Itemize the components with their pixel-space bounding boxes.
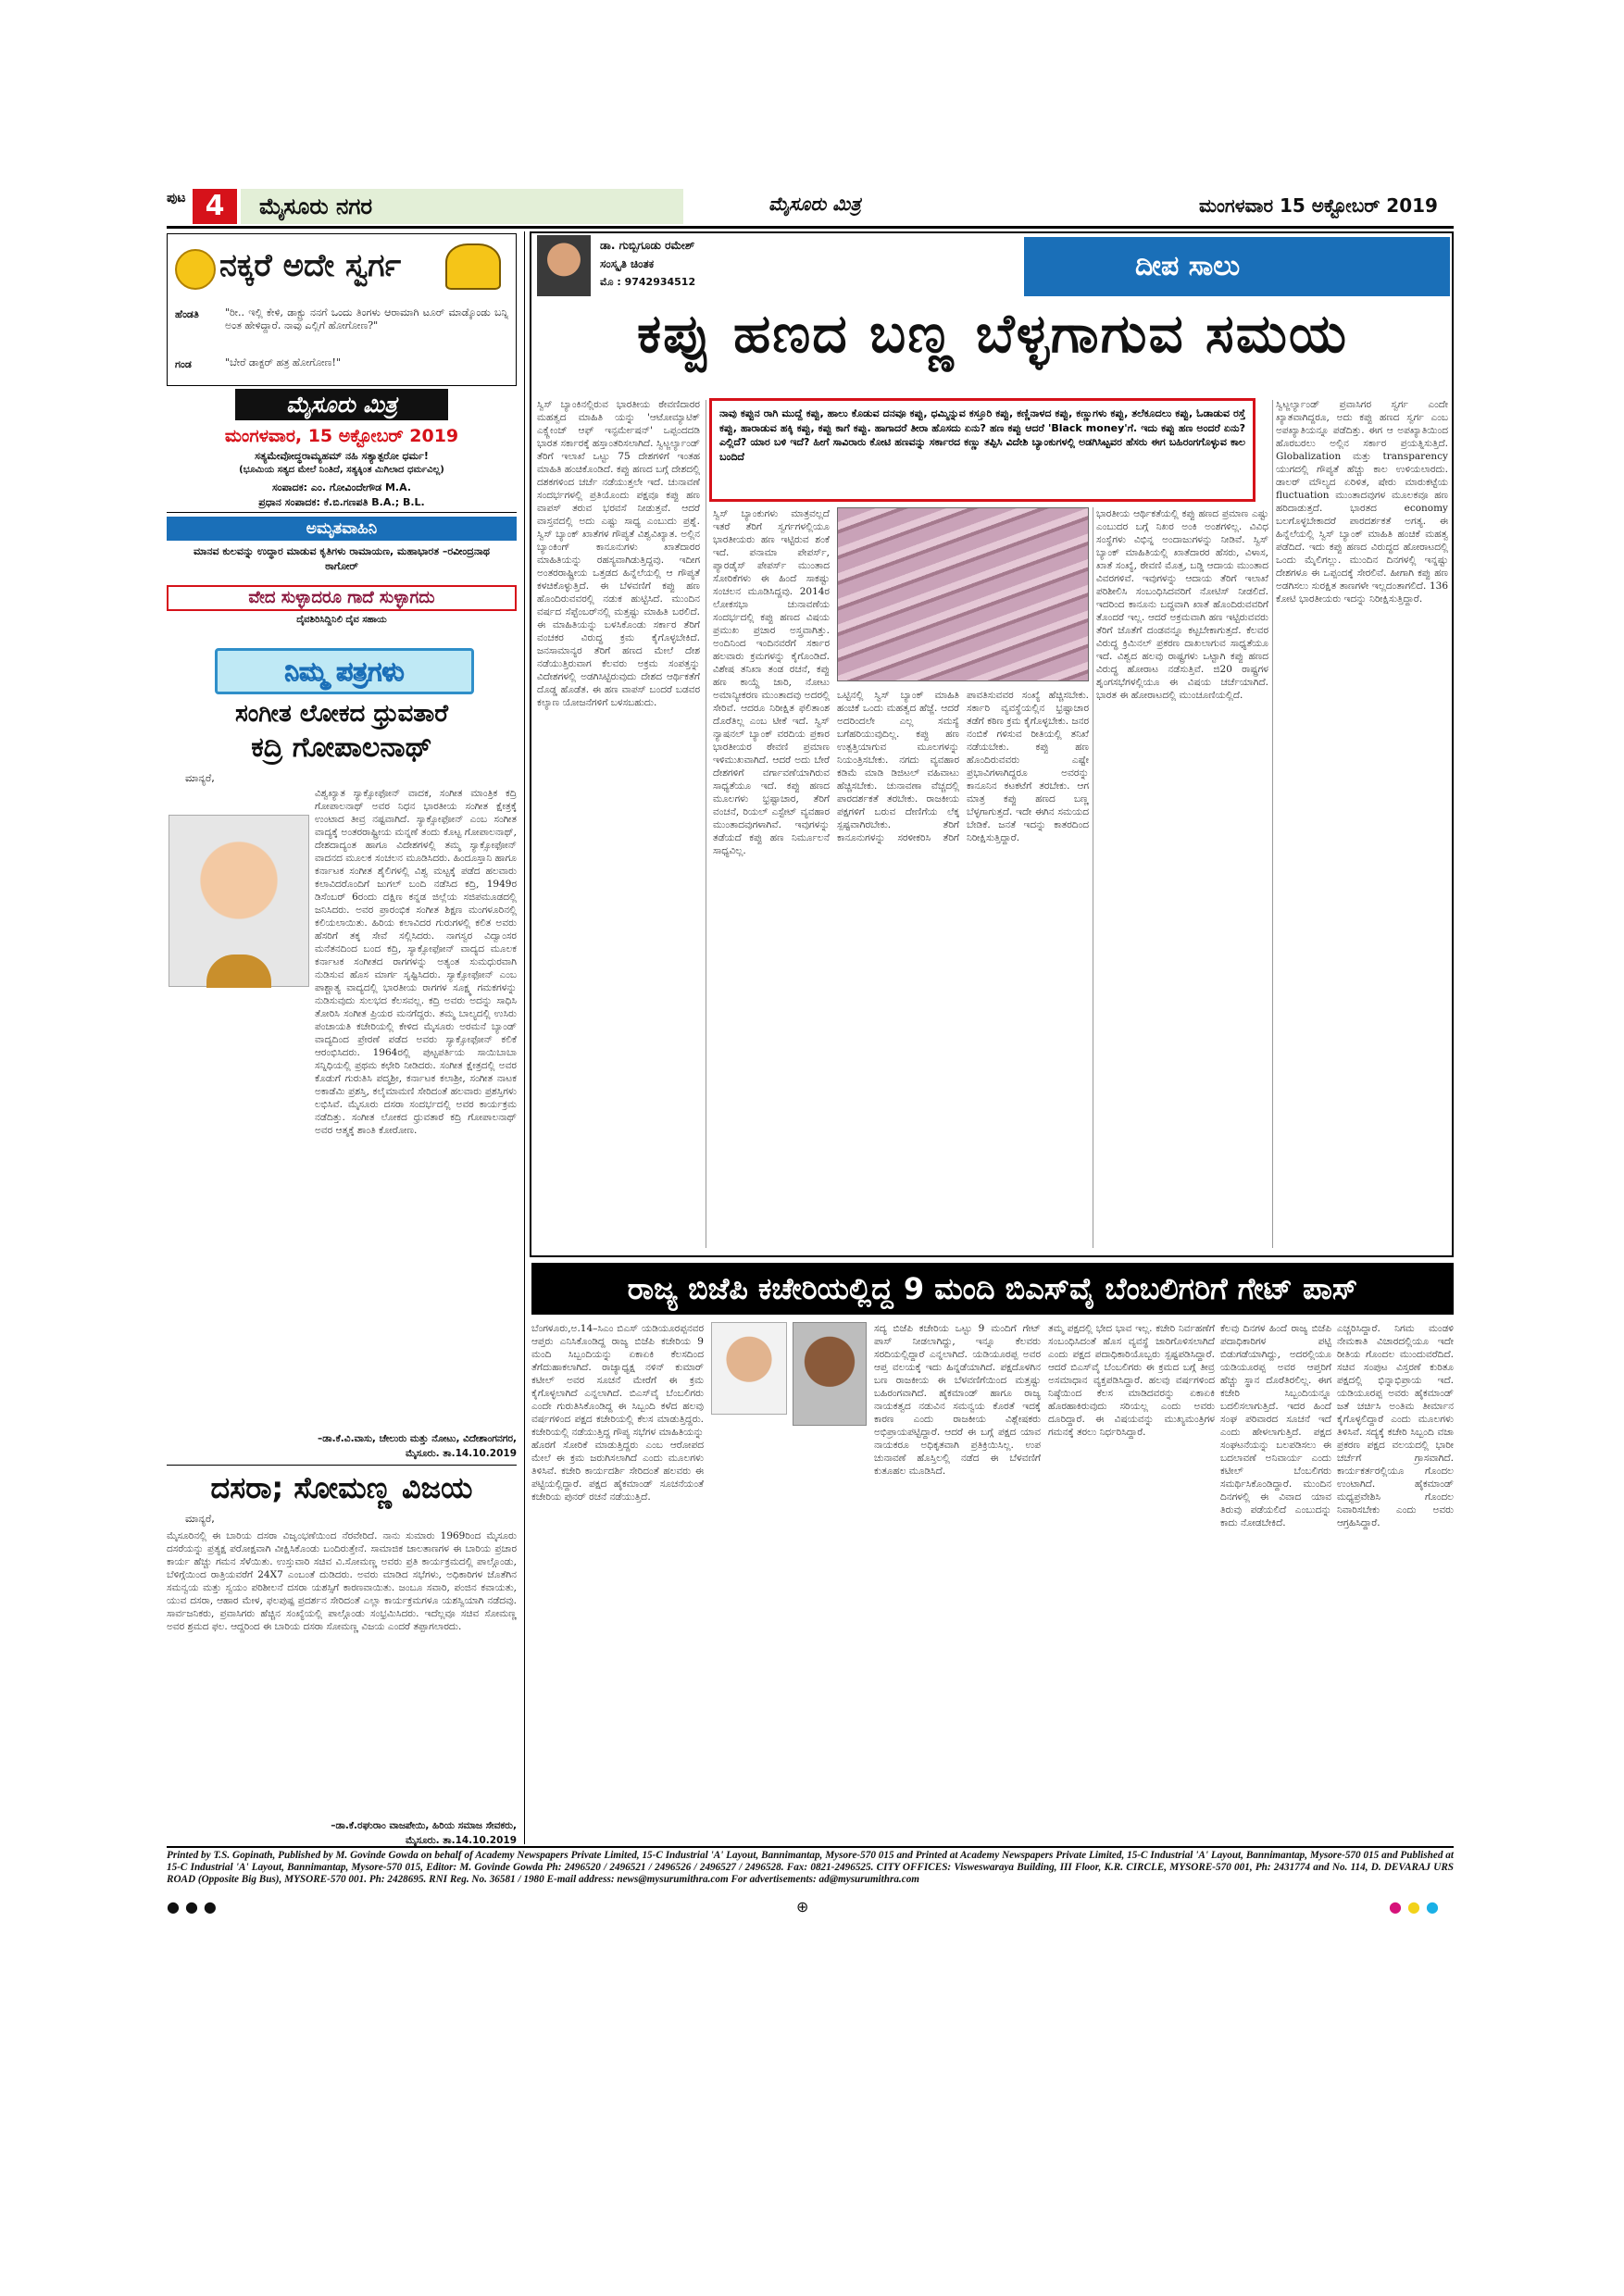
dasara-title: ದಸರಾ; ಸೋಮಣ್ಣ ವಿಜಯ bbox=[210, 1470, 473, 1505]
letter-body: ವಿಶ್ವಖ್ಯಾತ ಸ್ಯಾಕ್ಸೋಫೋನ್ ವಾದಕ, ಸಂಗೀತ ಮಾಂತ್ರಿಕ ಕದ್ರಿ ಗೋಪಾಲನಾಥ್ ಅವರ ನಿಧನ ಭಾರತೀಯ ಸಂಗೀತ ಕ್ಷೇತ್ರಕ್ಕೆ ಉಂಟಾದ ತೀವ್ರ ನಷ್ಟವಾಗಿದೆ. ಸ್ಯಾಕ್ಸೋಫೋನ್ ಎಂಬ ಸಂಗೀತ ವಾದ್ಯಕ್ಕೆ ಅಂತರರಾಷ್ಟ್ರೀಯ ಮನ್ನಣೆ ತಂದು ಕೊಟ್ಟ ಗೋಪಾಲನಾಥ್, ದೇಶದಾದ್ಯಂತ ಹಾಗೂ ವಿದೇಶಗಳಲ್ಲಿ ತಮ್ಮ ಸ್ಯಾಕ್ಸೋಫೋನ್ ವಾದನದ ಮೂಲಕ ಸಂಚಲನ ಮೂಡಿಸಿದರು. ಹಿಂದೂಸ್ತಾನಿ ಹಾಗೂ ಕರ್ನಾಟಕ ಸಂಗೀತ ಶೈಲಿಗಳಲ್ಲಿ ವಿಶ್ವ ಮಟ್ಟಕ್ಕೆ ಪಡೆದ ಹಲವಾರು ಕಲಾವಿದರೊಂದಿಗೆ ಜುಗಲ್ ಬಂದಿ ನಡೆಸಿದ ಕದ್ರಿ, 1949ರ ಡಿಸೆಂಬರ್ 6ರಂದು ದಕ್ಷಿಣ ಕನ್ನಡ ಜಿಲ್ಲೆಯ ಸಜಿಪಮೂಡದಲ್ಲಿ ಜನಿಸಿದರು. ಅವರ ಪ್ರಾರಂಭಿಕ ಸಂಗೀತ ಶಿಕ್ಷಣ ಮಂಗಳೂರಿನಲ್ಲಿ ಕಲಿಯಲಾಯಿತು. ಹಿರಿಯ ಕಲಾವಿದರ ಗುರುಗಳಲ್ಲಿ ಕಲಿತ ಅವರು ಹೆಸರಿಗೆ ತಕ್ಕ ಸೇವೆ ಸಲ್ಲಿಸಿದರು. ನಾಗಸ್ವರ ವಿದ್ವಾಂಸರ ಮನೆತನದಿಂದ ಬಂದ ಕದ್ರಿ, ಸ್ಯಾಕ್ಸೋಫೋನ್ ವಾದ್ಯದ ಮೂಲಕ ಕರ್ನಾಟಕ ಸಂಗೀತದ ರಾಗಗಳನ್ನು ಅತ್ಯಂತ ಸುಮಧುರವಾಗಿ ನುಡಿಸುವ ಹೊಸ ಮಾರ್ಗ ಸೃಷ್ಟಿಸಿದರು. ಸ್ಯಾಕ್ಸೋಫೋನ್ ಎಂಬ ಪಾಶ್ಚಾತ್ಯ ವಾದ್ಯದಲ್ಲಿ ಭಾರತೀಯ ರಾಗಗಳ ಸೂಕ್ಷ್ಮ ಗಮಕಗಳನ್ನು ನುಡಿಸುವುದು ಸುಲಭದ ಕೆಲಸವಲ್ಲ. ಕದ್ರಿ ಅವರು ಅದನ್ನು ಸಾಧಿಸಿ ತೋರಿಸಿ ಸಂಗೀತ ಪ್ರಿಯರ ಮನಗೆದ್ದರು. ತಮ್ಮ ಬಾಲ್ಯದಲ್ಲಿ ಉಸಿರು ಪಂಚಾಯತಿ ಕಚೇರಿಯಲ್ಲಿ ಕೇಳಿದ ಮೈಸೂರು ಅರಮನೆ ಬ್ಯಾಂಡ್ ವಾದ್ಯದಿಂದ ಪ್ರೇರಣೆ ಪಡೆದ ಅವರು ಸ್ಯಾಕ್ಸೋಫೋನ್ ಕಲಿಕೆ ಆರಂಭಿಸಿದರು. 1964ರಲ್ಲಿ ಪುಟ್ಟಪರ್ತಿಯ ಸಾಯಿಬಾಬಾ ಸನ್ನಿಧಿಯಲ್ಲಿ ಪ್ರಥಮ ಕಛೇರಿ ನೀಡಿದರು. ಸಂಗೀತ ಕ್ಷೇತ್ರದಲ್ಲಿ ಅವರ ಕೊಡುಗೆ ಗುರುತಿಸಿ ಪದ್ಮಶ್ರೀ, ಕರ್ನಾಟಕ ಕಲಾಶ್ರೀ, ಸಂಗೀತ ನಾಟಕ ಅಕಾಡೆಮಿ ಪ್ರಶಸ್ತಿ, ಕಲೈಮಾಮಣಿ ಸೇರಿದಂತೆ ಹಲವಾರು ಪ್ರಶಸ್ತಿಗಳು ಲಭಿಸಿವೆ. ಮೈಸೂರು ದಸರಾ ಸಂದರ್ಭದಲ್ಲಿ ಅವರ ಕಾರ್ಯಕ್ರಮ ನಡೆದಿತ್ತು. ಸಂಗೀತ ಲೋಕದ ಧ್ರುವತಾರೆ ಕದ್ರಿ ಗೋಪಾಲನಾಥ್ ಅವರ ಆತ್ಮಕ್ಕೆ ಶಾಂತಿ ಕೋರೋಣ. bbox=[315, 788, 520, 1136]
yeddyurappa-photo bbox=[711, 1322, 787, 1415]
letters-banner-text: ನಿಮ್ಮ ಪತ್ರಗಳು bbox=[284, 656, 405, 687]
imprint-date: ಮಂಗಳವಾರ, 15 ಅಕ್ಟೋಬರ್ 2019 bbox=[224, 426, 459, 446]
column-col1: ಸ್ವಿಸ್ ಬ್ಯಾಂಕಿನಲ್ಲಿರುವ ಭಾರತೀಯ ಠೇವಣಿದಾರರ ಮಹತ್ವದ ಮಾಹಿತಿ ಯನ್ನು 'ಆಟೋಮ್ಯಾಟಿಕ್ ಎಕ್ಸ್ಚೇಂಜ್ ಆಫ್ ಇನ್ಫರ್ಮೇಷನ್' ಒಪ್ಪಂದದಡಿ ಭಾರತ ಸರ್ಕಾರಕ್ಕೆ ಹಸ್ತಾಂತರಿಸಲಾಗಿದೆ. ಸ್ವಿಟ್ಜರ್ಲ್ಯಾಂಡ್ ತೆರಿಗೆ ಇಲಾಖೆ ಒಟ್ಟು 75 ದೇಶಗಳಿಗೆ ಇಂತಹ ಮಾಹಿತಿ ಹಂಚಿಕೊಂಡಿದೆ. ಕಪ್ಪು ಹಣದ ಬಗ್ಗೆ ದೇಶದಲ್ಲಿ ದಶಕಗಳಿಂದ ಚರ್ಚೆ ನಡೆಯುತ್ತಲೇ ಇದೆ. ಚುನಾವಣೆ ಸಂದರ್ಭಗಳಲ್ಲಿ ಪ್ರತಿಯೊಂದು ಪಕ್ಷವೂ ಕಪ್ಪು ಹಣ ವಾಪಸ್ ತರುವ ಭರವಸೆ ನೀಡುತ್ತವೆ. ಆದರೆ ವಾಸ್ತವದಲ್ಲಿ ಅದು ಎಷ್ಟು ಸಾಧ್ಯ ಎಂಬುದು ಪ್ರಶ್ನೆ. ಸ್ವಿಸ್ ಬ್ಯಾಂಕ್ ಖಾತೆಗಳ ಗೌಪ್ಯತೆ ವಿಶ್ವವಿಖ್ಯಾತ. ಅಲ್ಲಿನ ಬ್ಯಾಂಕಿಂಗ್ ಕಾನೂನುಗಳು ಖಾತೆದಾರರ ಮಾಹಿತಿಯನ್ನು ರಹಸ್ಯವಾಗಿಡುತ್ತಿದ್ದವು. ಇದೀಗ ಅಂತರರಾಷ್ಟ್ರೀಯ ಒತ್ತಡದ ಹಿನ್ನೆಲೆಯಲ್ಲಿ ಆ ಗೌಪ್ಯತೆ ಕಳಚಿಕೊಳ್ಳುತ್ತಿದೆ. ಈ ಬೆಳವಣಿಗೆ ಕಪ್ಪು ಹಣ ಹೊಂದಿರುವವರಲ್ಲಿ ನಡುಕ ಹುಟ್ಟಿಸಿದೆ. ಮುಂದಿನ ವರ್ಷದ ಸೆಪ್ಟೆಂಬರ್‌ನಲ್ಲಿ ಮತ್ತಷ್ಟು ಮಾಹಿತಿ ಬರಲಿದೆ. ಈ ಮಾಹಿತಿಯನ್ನು ಬಳಸಿಕೊಂಡು ಸರ್ಕಾರ ತೆರಿಗೆ ವಂಚಕರ ವಿರುದ್ಧ ಕ್ರಮ ಕೈಗೊಳ್ಳಬೇಕಿದೆ. ಜನಸಾಮಾನ್ಯರ ತೆರಿಗೆ ಹಣದ ಮೇಲೆ ದೇಶ ನಡೆಯುತ್ತಿರುವಾಗ ಕೆಲವರು ಅಕ್ರಮ ಸಂಪತ್ತನ್ನು ವಿದೇಶಗಳಲ್ಲಿ ಅಡಗಿಸಿಟ್ಟಿರುವುದು ದೇಶದ ಆರ್ಥಿಕತೆಗೆ ದೊಡ್ಡ ಹೊಡೆತ. ಈ ಹಣ ವಾಪಸ್ ಬಂದರೆ ಬಡವರ ಕಲ್ಯಾಣ ಯೋಜನೆಗಳಿಗೆ ಬಳಸಬಹುದು. bbox=[537, 399, 704, 708]
section-name: ಮೈಸೂರು ನಗರ bbox=[241, 189, 683, 224]
currency-photo bbox=[837, 507, 1089, 681]
letter-title-1: ಸಂಗೀತ ಲೋಕದ ಧ್ರುವತಾರೆ bbox=[234, 700, 449, 728]
masthead-small: ಮೈಸೂರು ಮಿತ್ರ bbox=[768, 193, 861, 215]
letter-signature: –ಡಾ.ಕೆ.ವಿ.ವಾಸು, ಚೇಲುರು ಮತ್ತು ನೋಟು, ವಿದೇಶಾಂಗನಗರ, bbox=[318, 1433, 517, 1444]
bjp-col4: ಕೆಲವು ದಿನಗಳ ಹಿಂದೆ ರಾಜ್ಯ ಬಿಜೆಪಿ ಪದಾಧಿಕಾರಿಗಳ ಪಟ್ಟಿ ಬಿಡುಗಡೆಯಾಗಿದ್ದು, ಅದರಲ್ಲಿಯೂ ಯಡಿಯೂರಪ್ಪ ಅವರ ಆಪ್ತರಿಗೆ ಹೆಚ್ಚು ಸ್ಥಾನ ದೊರೆತಿರಲಿಲ್ಲ. ಈಗ ಕಚೇರಿ ಸಿಬ್ಬಂದಿಯನ್ನೂ ಬದಲಿಸಲಾಗುತ್ತಿದೆ. ಇದರ ಹಿಂದೆ ಸಂಘ ಪರಿವಾರದ ಸೂಚನೆ ಇದೆ ಎಂದು ಹೇಳಲಾಗುತ್ತಿದೆ. ಪಕ್ಷದ ಸಂಘಟನೆಯನ್ನು ಬಲಪಡಿಸಲು ಈ ಬದಲಾವಣೆ ಅನಿವಾರ್ಯ ಎಂದು ಕಟೀಲ್ ಬೆಂಬಲಿಗರು ಸಮರ್ಥಿಸಿಕೊಂಡಿದ್ದಾರೆ. ಮುಂದಿನ ದಿನಗಳಲ್ಲಿ ಈ ವಿವಾದ ಯಾವ ತಿರುವು ಪಡೆಯಲಿದೆ ಎಂಬುದನ್ನು ಕಾದು ನೋಡಬೇಕಿದೆ. bbox=[1220, 1323, 1335, 1529]
author-phone: ಮೊ : 9742934512 bbox=[600, 276, 696, 288]
author-photo bbox=[537, 235, 591, 296]
joke-title: ನಕ್ಕರೆ ಅದೇ ಸ್ವರ್ಗ bbox=[219, 247, 402, 284]
bjp-col1: ಬೆಂಗಳೂರು,ಅ.14–ಸಿಎಂ ಬಿಎಸ್ ಯಡಿಯೂರಪ್ಪನವರ ಆಪ್ತರು ಎನಿಸಿಕೊಂಡಿದ್ದ ರಾಜ್ಯ ಬಿಜೆಪಿ ಕಚೇರಿಯ 9 ಮಂದಿ ಸಿಬ್ಬಂದಿಯನ್ನು ಏಕಾಏಕಿ ಕೆಲಸದಿಂದ ತೆಗೆದುಹಾಕಲಾಗಿದೆ. ರಾಜ್ಯಾಧ್ಯಕ್ಷ ನಳಿನ್ ಕುಮಾರ್ ಕಟೀಲ್ ಅವರ ಸೂಚನೆ ಮೇರೆಗೆ ಈ ಕ್ರಮ ಕೈಗೊಳ್ಳಲಾಗಿದೆ ಎನ್ನಲಾಗಿದೆ. ಬಿಎಸ್‌ವೈ ಬೆಂಬಲಿಗರು ಎಂದೇ ಗುರುತಿಸಿಕೊಂಡಿದ್ದ ಈ ಸಿಬ್ಬಂದಿ ಕಳೆದ ಹಲವು ವರ್ಷಗಳಿಂದ ಪಕ್ಷದ ಕಚೇರಿಯಲ್ಲಿ ಕೆಲಸ ಮಾಡುತ್ತಿದ್ದರು. ಕಚೇರಿಯಲ್ಲಿ ನಡೆಯುತ್ತಿದ್ದ ಗೌಪ್ಯ ಸಭೆಗಳ ಮಾಹಿತಿಯನ್ನು ಹೊರಗೆ ಸೋರಿಕೆ ಮಾಡುತ್ತಿದ್ದರು ಎಂಬ ಆರೋಪದ ಮೇಲೆ ಈ ಕ್ರಮ ಜರುಗಿಸಲಾಗಿದೆ ಎಂದು ಮೂಲಗಳು ತಿಳಿಸಿವೆ. ಕಚೇರಿ ಕಾರ್ಯದರ್ಶಿ ಸೇರಿದಂತೆ ಹಲವರು ಈ ಪಟ್ಟಿಯಲ್ಲಿದ್ದಾರೆ. ಪಕ್ಷದ ಹೈಕಮಾಂಡ್ ಸೂಚನೆಯಂತೆ ಕಚೇರಿಯ ಪುನರ್ ರಚನೆ ನಡೆಯುತ್ತಿದೆ. bbox=[531, 1323, 707, 1503]
amrita-quote-sub: ದೈವಶಿರಿಸಿದ್ದಿನಿಲಿ ದೈವ ಸಹಾಯ bbox=[296, 615, 387, 625]
header-date: ಮಂಗಳವಾರ 15 ಅಕ್ಟೋಬರ್ 2019 bbox=[1199, 194, 1438, 217]
dasara-body: ಮೈಸೂರಿನಲ್ಲಿ ಈ ಬಾರಿಯ ದಸರಾ ವಿಜೃಂಭಣೆಯಿಂದ ನೆರವೇರಿದೆ. ನಾನು ಸುಮಾರು 1969ರಿಂದ ಮೈಸೂರು ದಸರೆಯನ್ನು ಪ್ರತ್ಯಕ್ಷ ಪರೋಕ್ಷವಾಗಿ ವೀಕ್ಷಿಸಿಕೊಂಡು ಬಂದಿರುತ್ತೇನೆ. ಸಾಮಾಜಿಕ ಜಾಲತಾಣಗಳ ಈ ಬಾರಿಯ ಪ್ರಚಾರ ಕಾರ್ಯ ಹೆಚ್ಚು ಗಮನ ಸೆಳೆಯಿತು. ಉಸ್ತುವಾರಿ ಸಚಿವ ವಿ.ಸೋಮಣ್ಣ ಅವರು ಪ್ರತಿ ಕಾರ್ಯಕ್ರಮದಲ್ಲಿ ಪಾಲ್ಗೊಂಡು, ಬೆಳಿಗ್ಗೆಯಿಂದ ರಾತ್ರಿಯವರೆಗೆ 24X7 ಎಂಬಂತೆ ದುಡಿದರು. ಅವರು ಮಾಡಿದ ಸಭೆಗಳು, ಅಧಿಕಾರಿಗಳ ಜೊತೆಗಿನ ಸಮನ್ವಯ ಮತ್ತು ಸ್ವಯಂ ಪರಿಶೀಲನೆ ದಸರಾ ಯಶಸ್ಸಿಗೆ ಕಾರಣವಾಯಿತು. ಜಂಬೂ ಸವಾರಿ, ಪಂಜಿನ ಕವಾಯತು, ಯುವ ದಸರಾ, ಆಹಾರ ಮೇಳ, ಫಲಪುಷ್ಪ ಪ್ರದರ್ಶನ ಸೇರಿದಂತೆ ಎಲ್ಲಾ ಕಾರ್ಯಕ್ರಮಗಳೂ ಯಶಸ್ವಿಯಾಗಿ ನಡೆದವು. ಸಾರ್ವಜನಿಕರು, ಪ್ರವಾಸಿಗರು ಹೆಚ್ಚಿನ ಸಂಖ್ಯೆಯಲ್ಲಿ ಪಾಲ್ಗೊಂಡು ಸಂಭ್ರಮಿಸಿದರು. ಇದೆಲ್ಲವೂ ಸಚಿವ ಸೋಮಣ್ಣ ಅವರ ಶ್ರಮದ ಫಲ. ಆದ್ದರಿಂದ ಈ ಬಾರಿಯ ದಸರಾ ಸೋಮಣ್ಣ ವಿಜಯ ಎಂದರೆ ತಪ್ಪಾಗಲಾರದು. bbox=[167, 1530, 520, 1632]
bjp-headline: ರಾಜ್ಯ ಬಿಜೆಪಿ ಕಚೇರಿಯಲ್ಲಿದ್ದ 9 ಮಂದಿ ಬಿಎಸ್‌ವೈ ಬೆಂಬಲಿಗರಿಗೆ ಗೇಟ್ ಪಾಸ್ bbox=[531, 1263, 1454, 1315]
amrita-box bbox=[167, 517, 517, 646]
page-header bbox=[167, 189, 1454, 224]
page-label: ಪುಟ bbox=[167, 191, 186, 206]
pull-quote: ನಾವು ಕಪ್ಪುನ ರಾಗಿ ಮುದ್ದೆ ಕಪ್ಪು, ಹಾಲು ಕೊಡುವ ದನವೂ ಕಪ್ಪು, ಧಮ್ಮಿನ್ನುವ ಕಸ್ತೂರಿ ಕಪ್ಪು, ಕಣ್ಣಿನಾಳದ ಕಪ್ಪು, ಕಣ್ಣುಗಳು ಕಪ್ಪು, ತಲೆಕೂದಲು ಕಪ್ಪು, ಓಡಾಡುವ ರಸ್ತೆ ಕಪ್ಪು, ಹಾರಾಡುವ ಹಕ್ಕಿ ಕಪ್ಪು, ಕಪ್ಪು ಕಾಗೆ ಕಪ್ಪು. ಹಾಗಾದರೆ ತೀರಾ ಹೊಸದು ಏನು? ಹಣ ಕಪ್ಪು ಆದರೆ 'Black money'ಗೆ. ಇದು ಕಪ್ಪು ಹಣ ಅಂದರೆ ಏನು? ಎಲ್ಲಿದೆ? ಯಾರ ಬಳಿ ಇದೆ? ಹೀಗೆ ಸಾವಿರಾರು ಕೋಟಿ ಹಣವನ್ನು ಸರ್ಕಾರದ ಕಣ್ಣು ತಪ್ಪಿಸಿ ವಿದೇಶಿ ಬ್ಯಾಂಕುಗಳಲ್ಲಿ ಅಡಗಿಸಿಟ್ಟವರ ಹೆಸರು ಈಗ ಬಹಿರಂಗಗೊಳ್ಳುವ ಕಾಲ ಬಂದಿದೆ bbox=[719, 407, 1249, 463]
page-number: 4 bbox=[193, 189, 237, 224]
bjp-col3: ತಮ್ಮ ಪಕ್ಷದಲ್ಲಿ ಭೇದ ಭಾವ ಇಲ್ಲ. ಕಚೇರಿ ನಿರ್ವಹಣೆಗೆ ಸಂಬಂಧಿಸಿದಂತೆ ಹೊಸ ವ್ಯವಸ್ಥೆ ಜಾರಿಗೊಳಿಸಲಾಗಿದೆ ಎಂದು ಪಕ್ಷದ ಪದಾಧಿಕಾರಿಯೊಬ್ಬರು ಸ್ಪಷ್ಟಪಡಿಸಿದ್ದಾರೆ. ಆದರೆ ಬಿಎಸ್‌ವೈ ಬೆಂಬಲಿಗರು ಈ ಕ್ರಮದ ಬಗ್ಗೆ ತೀವ್ರ ಅಸಮಾಧಾನ ವ್ಯಕ್ತಪಡಿಸಿದ್ದಾರೆ. ಹಲವು ವರ್ಷಗಳಿಂದ ನಿಷ್ಠೆಯಿಂದ ಕೆಲಸ ಮಾಡಿದವರನ್ನು ಏಕಾಏಕಿ ಹೊರಹಾಕಿರುವುದು ಸರಿಯಲ್ಲ ಎಂದು ಅವರು ದೂರಿದ್ದಾರೆ. ಈ ವಿಷಯವನ್ನು ಮುಖ್ಯಮಂತ್ರಿಗಳ ಗಮನಕ್ಕೆ ತರಲು ನಿರ್ಧರಿಸಿದ್ದಾರೆ. bbox=[1048, 1323, 1218, 1438]
joke-box bbox=[167, 233, 517, 386]
dasara-signature: –ಡಾ.ಕೆ.ರಘುರಾಂ ವಾಜಪೇಯಿ, ಹಿರಿಯ ಸಮಾಜ ಸೇವಕರು, bbox=[331, 1820, 517, 1831]
smiley-icon bbox=[175, 249, 216, 290]
pull-quote-box bbox=[709, 398, 1255, 502]
kateel-photo bbox=[793, 1322, 867, 1426]
motto-line2: (ಭೂಮಿಯ ಸತ್ಯದ ಮೇಲೆ ನಿಂತಿದೆ, ಸತ್ಯಕ್ಕಿಂತ ಮಿಗಿಲಾದ ಧರ್ಮವಿಲ್ಲ) bbox=[239, 465, 444, 475]
bjp-col2: ಸದ್ಯ ಬಿಜೆಪಿ ಕಚೇರಿಯ ಒಟ್ಟು 9 ಮಂದಿಗೆ ಗೇಟ್ ಪಾಸ್ ನೀಡಲಾಗಿದ್ದು, ಇನ್ನೂ ಕೆಲವರು ಸರದಿಯಲ್ಲಿದ್ದಾರೆ ಎನ್ನಲಾಗಿದೆ. ಯಡಿಯೂರಪ್ಪ ಅವರ ಆಪ್ತ ವಲಯಕ್ಕೆ ಇದು ಹಿನ್ನಡೆಯಾಗಿದೆ. ಪಕ್ಷದೊಳಗಿನ ಬಣ ರಾಜಕೀಯ ಈ ಬೆಳವಣಿಗೆಯಿಂದ ಮತ್ತಷ್ಟು ಬಹಿರಂಗವಾಗಿದೆ. ಹೈಕಮಾಂಡ್ ಹಾಗೂ ರಾಜ್ಯ ನಾಯಕತ್ವದ ನಡುವಿನ ಸಮನ್ವಯ ಕೊರತೆ ಇದಕ್ಕೆ ಕಾರಣ ಎಂದು ರಾಜಕೀಯ ವಿಶ್ಲೇಷಕರು ಅಭಿಪ್ರಾಯಪಟ್ಟಿದ್ದಾರೆ. ಆದರೆ ಈ ಬಗ್ಗೆ ಪಕ್ಷದ ಯಾವ ನಾಯಕರೂ ಅಧಿಕೃತವಾಗಿ ಪ್ರತಿಕ್ರಿಯಿಸಿಲ್ಲ. ಉಪ ಚುನಾವಣೆ ಹೊಸ್ತಿಲಲ್ಲಿ ನಡೆದ ಈ ಬೆಳವಣಿಗೆ ಕುತೂಹಲ ಮೂಡಿಸಿದೆ. bbox=[874, 1323, 1044, 1477]
letters-banner bbox=[215, 648, 474, 694]
letter-place: ಮೈಸೂರು. ತಾ.14.10.2019 bbox=[406, 1448, 517, 1459]
wife-text: "ರೀ.. ಇಲ್ಲಿ ಕೇಳಿ, ಡಾಕ್ಟ್ರು ನನಗೆ ಒಂದು ತಿಂಗಳು ಆರಾಮಾಗಿ ಟೂರ್ ಮಾಡ್ಕೊಂಡು ಬನ್ನಿ ಅಂತ ಹೇಳಿದ್ದಾರೆ. ನಾವು ಎಲ್ಲಿಗೆ ಹೋಗೋಣ?" bbox=[225, 306, 512, 331]
husband-text: "ಬೇರೆ ಡಾಕ್ಟರ್ ಹತ್ರ ಹೋಗೋಣ!" bbox=[225, 356, 341, 368]
column-col2: ಸ್ವಿಸ್ ಬ್ಯಾಂಕುಗಳು ಮಾತ್ರವಲ್ಲದೆ ಇತರೆ ತೆರಿಗೆ ಸ್ವರ್ಗಗಳಲ್ಲಿಯೂ ಭಾರತೀಯರು ಹಣ ಇಟ್ಟಿರುವ ಶಂಕೆ ಇದೆ. ಪನಾಮಾ ಪೇಪರ್ಸ್, ಪ್ಯಾರಡೈಸ್ ಪೇಪರ್ಸ್ ಮುಂತಾದ ಸೋರಿಕೆಗಳು ಈ ಹಿಂದೆ ಸಾಕಷ್ಟು ಸಂಚಲನ ಮೂಡಿಸಿದ್ದವು. 2014ರ ಲೋಕಸಭಾ ಚುನಾವಣೆಯ ಸಂದರ್ಭದಲ್ಲಿ ಕಪ್ಪು ಹಣದ ವಿಷಯ ಪ್ರಮುಖ ಪ್ರಚಾರ ಅಸ್ತ್ರವಾಗಿತ್ತು. ಅಂದಿನಿಂದ ಇಂದಿನವರೆಗೆ ಸರ್ಕಾರ ಹಲವಾರು ಕ್ರಮಗಳನ್ನು ಕೈಗೊಂಡಿದೆ. ವಿಶೇಷ ತನಿಖಾ ತಂಡ ರಚನೆ, ಕಪ್ಪು ಹಣ ಕಾಯ್ದೆ ಜಾರಿ, ನೋಟು ಅಮಾನ್ಯೀಕರಣ ಮುಂತಾದವು ಅದರಲ್ಲಿ ಸೇರಿವೆ. ಆದರೂ ನಿರೀಕ್ಷಿತ ಫಲಿತಾಂಶ ದೊರೆತಿಲ್ಲ ಎಂಬ ಟೀಕೆ ಇದೆ. ಸ್ವಿಸ್ ನ್ಯಾಷನಲ್ ಬ್ಯಾಂಕ್ ವರದಿಯ ಪ್ರಕಾರ ಭಾರತೀಯರ ಠೇವಣಿ ಪ್ರಮಾಣ ಇಳಿಮುಖವಾಗಿದೆ. ಆದರೆ ಅದು ಬೇರೆ ದೇಶಗಳಿಗೆ ವರ್ಗಾವಣೆಯಾಗಿರುವ ಸಾಧ್ಯತೆಯೂ ಇದೆ. ಕಪ್ಪು ಹಣದ ಮೂಲಗಳು ಭ್ರಷ್ಟಾಚಾರ, ತೆರಿಗೆ ವಂಚನೆ, ರಿಯಲ್ ಎಸ್ಟೇಟ್ ವ್ಯವಹಾರ ಮುಂತಾದವುಗಳಾಗಿವೆ. ಇವುಗಳನ್ನು ತಡೆಯದೆ ಕಪ್ಪು ಹಣ ನಿರ್ಮೂಲನೆ ಸಾಧ್ಯವಿಲ್ಲ. bbox=[713, 508, 833, 856]
amrita-quote: ವೇದ ಸುಳ್ಳಾದರೂ ಗಾದೆ ಸುಳ್ಳಾಗದು bbox=[167, 585, 517, 611]
letter-title-2: ಕದ್ರಿ ಗೋಪಾಲನಾಥ್ bbox=[251, 731, 432, 764]
registration-marks-center: ⊕ bbox=[796, 1898, 809, 1915]
registration-marks-right: ●●● bbox=[1389, 1898, 1444, 1915]
author-name: ಡಾ. ಗುಬ್ಬಿಗೂಡು ರಮೇಶ್ bbox=[600, 239, 695, 252]
motto-line1: ಸತ್ಯಮೇವೋದ್ಧರಾಮ್ಯಹಮ್ ನಹಿ ಸತ್ಯಾತ್ಪರೋ ಧರ್ಮ! bbox=[255, 450, 429, 462]
amrita-title: ಅಮೃತವಾಹಿನಿ bbox=[167, 517, 517, 541]
husband-label: ಗಂಡ bbox=[175, 358, 192, 370]
imprint-logo: ಮೈಸೂರು ಮಿತ್ರ bbox=[235, 389, 448, 420]
column-headline: ಕಪ್ಪು ಹಣದ ಬಣ್ಣ ಬೆಳ್ಳಗಾಗುವ ಸಮಯ bbox=[637, 302, 1348, 365]
column-col5: ಸ್ವಿಟ್ಜರ್ಲ್ಯಾಂಡ್ ಪ್ರವಾಸಿಗರ ಸ್ವರ್ಗ ಎಂದೇ ಖ್ಯಾತವಾಗಿದ್ದರೂ, ಅದು ಕಪ್ಪು ಹಣದ ಸ್ವರ್ಗ ಎಂಬ ಅಪಖ್ಯಾತಿಯನ್ನೂ ಪಡೆದಿತ್ತು. ಈಗ ಆ ಅಪಖ್ಯಾತಿಯಿಂದ ಹೊರಬರಲು ಅಲ್ಲಿನ ಸರ್ಕಾರ ಪ್ರಯತ್ನಿಸುತ್ತಿದೆ. Globalization ಮತ್ತು transparency ಯುಗದಲ್ಲಿ ಗೌಪ್ಯತೆ ಹೆಚ್ಚು ಕಾಲ ಉಳಿಯಲಾರದು. ಡಾಲರ್ ಮೌಲ್ಯದ ಏರಿಳಿತ, ಷೇರು ಮಾರುಕಟ್ಟೆಯ fluctuation ಮುಂತಾದವುಗಳ ಮೂಲಕವೂ ಹಣ ಹರಿದಾಡುತ್ತದೆ. ಭಾರತದ economy ಬಲಗೊಳ್ಳಬೇಕಾದರೆ ಪಾರದರ್ಶಕತೆ ಅಗತ್ಯ. ಈ ಹಿನ್ನೆಲೆಯಲ್ಲಿ ಸ್ವಿಸ್ ಬ್ಯಾಂಕ್ ಮಾಹಿತಿ ಹಂಚಿಕೆ ಮಹತ್ವ ಪಡೆದಿದೆ. ಇದು ಕಪ್ಪು ಹಣದ ವಿರುದ್ಧದ ಹೋರಾಟದಲ್ಲಿ ಒಂದು ಮೈಲಿಗಲ್ಲು. ಮುಂದಿನ ದಿನಗಳಲ್ಲಿ ಇನ್ನಷ್ಟು ದೇಶಗಳೂ ಈ ಒಪ್ಪಂದಕ್ಕೆ ಸೇರಲಿವೆ. ಹೀಗಾಗಿ ಕಪ್ಪು ಹಣ ಅಡಗಿಸಲು ಸುರಕ್ಷಿತ ತಾಣಗಳೇ ಇಲ್ಲದಂತಾಗಲಿದೆ. 136 ಕೋಟಿ ಭಾರತೀಯರು ಇದನ್ನು ನಿರೀಕ್ಷಿಸುತ್ತಿದ್ದಾರೆ. bbox=[1276, 399, 1452, 605]
imprint bbox=[167, 389, 517, 513]
letter-dateline: ಮಾನ್ಯರೆ, bbox=[185, 772, 215, 784]
author-role: ಸಂಸ್ಕೃತಿ ಚಿಂತಕ bbox=[600, 257, 655, 270]
chief-editor-line: ಪ್ರಧಾನ ಸಂಪಾದಕ: ಕೆ.ಬಿ.ಗಣಪತಿ B.A.; B.L. bbox=[258, 496, 425, 508]
dasara-dateline: ಮಾನ್ಯರೆ, bbox=[185, 1513, 215, 1525]
registration-marks-left: ●●● bbox=[167, 1898, 222, 1915]
column-name: ದೀಪ ಸಾಲು bbox=[1024, 237, 1450, 296]
bjp-col5: ಎಚ್ಚರಿಸಿದ್ದಾರೆ. ನಿಗಮ ಮಂಡಳಿ ನೇಮಕಾತಿ ವಿಚಾರದಲ್ಲಿಯೂ ಇದೇ ರೀತಿಯ ಗೊಂದಲ ಮುಂದುವರೆದಿದೆ. ಸಚಿವ ಸಂಪುಟ ವಿಸ್ತರಣೆ ಕುರಿತೂ ಪಕ್ಷದಲ್ಲಿ ಭಿನ್ನಾಭಿಪ್ರಾಯ ಇದೆ. ಯಡಿಯೂರಪ್ಪ ಅವರು ಹೈಕಮಾಂಡ್ ಜತೆ ಚರ್ಚಿಸಿ ಅಂತಿಮ ತೀರ್ಮಾನ ಕೈಗೊಳ್ಳಲಿದ್ದಾರೆ ಎಂದು ಮೂಲಗಳು ತಿಳಿಸಿವೆ. ಸದ್ಯಕ್ಕೆ ಕಚೇರಿ ಸಿಬ್ಬಂದಿ ವಜಾ ಪ್ರಕರಣ ಪಕ್ಷದ ವಲಯದಲ್ಲಿ ಭಾರೀ ಚರ್ಚೆಗೆ ಗ್ರಾಸವಾಗಿದೆ. ಕಾರ್ಯಕರ್ತರಲ್ಲಿಯೂ ಗೊಂದಲ ಉಂಟಾಗಿದೆ. ಹೈಕಮಾಂಡ್ ಮಧ್ಯಪ್ರವೇಶಿಸಿ ಗೊಂದಲ ನಿವಾರಿಸಬೇಕು ಎಂದು ಅವರು ಆಗ್ರಹಿಸಿದ್ದಾರೆ. bbox=[1337, 1323, 1457, 1529]
column-col4: ಭಾರತೀಯ ಆರ್ಥಿಕತೆಯಲ್ಲಿ ಕಪ್ಪು ಹಣದ ಪ್ರಮಾಣ ಎಷ್ಟು ಎಂಬುದರ ಬಗ್ಗೆ ನಿಖರ ಅಂಕಿ ಅಂಶಗಳಿಲ್ಲ. ವಿವಿಧ ಸಂಸ್ಥೆಗಳು ವಿಭಿನ್ನ ಅಂದಾಜುಗಳನ್ನು ನೀಡಿವೆ. ಸ್ವಿಸ್ ಬ್ಯಾಂಕ್ ಮಾಹಿತಿಯಲ್ಲಿ ಖಾತೆದಾರರ ಹೆಸರು, ವಿಳಾಸ, ಖಾತೆ ಸಂಖ್ಯೆ, ಠೇವಣಿ ಮೊತ್ತ, ಬಡ್ಡಿ ಆದಾಯ ಮುಂತಾದ ವಿವರಗಳಿವೆ. ಇವುಗಳನ್ನು ಆದಾಯ ತೆರಿಗೆ ಇಲಾಖೆ ಪರಿಶೀಲಿಸಿ ಸಂಬಂಧಿಸಿದವರಿಗೆ ನೋಟಿಸ್ ನೀಡಲಿದೆ. ಇದರಿಂದ ಕಾನೂನು ಬದ್ಧವಾಗಿ ಖಾತೆ ಹೊಂದಿರುವವರಿಗೆ ತೊಂದರೆ ಇಲ್ಲ. ಆದರೆ ಅಕ್ರಮವಾಗಿ ಹಣ ಇಟ್ಟಿರುವವರು ತೆರಿಗೆ ಜೊತೆಗೆ ದಂಡವನ್ನೂ ಕಟ್ಟಬೇಕಾಗುತ್ತದೆ. ಕೆಲವರ ವಿರುದ್ಧ ಕ್ರಿಮಿನಲ್ ಪ್ರಕರಣ ದಾಖಲಾಗುವ ಸಾಧ್ಯತೆಯೂ ಇದೆ. ವಿಶ್ವದ ಹಲವು ರಾಷ್ಟ್ರಗಳು ಒಟ್ಟಾಗಿ ಕಪ್ಪು ಹಣದ ವಿರುದ್ಧ ಹೋರಾಟ ನಡೆಸುತ್ತಿವೆ. ಜಿ20 ರಾಷ್ಟ್ರಗಳ ಶೃಂಗಸಭೆಗಳಲ್ಲಿಯೂ ಈ ವಿಷಯ ಚರ್ಚೆಯಾಗಿದೆ. ಭಾರತ ಈ ಹೋರಾಟದಲ್ಲಿ ಮುಂಚೂಣಿಯಲ್ಲಿದೆ. bbox=[1096, 508, 1272, 701]
wife-label: ಹೆಂಡತಿ bbox=[175, 308, 199, 320]
amrita-text: ಮಾನವ ಕುಲವನ್ನು ಉದ್ಧಾರ ಮಾಡುವ ಕೃತಿಗಳು ರಾಮಾಯಣ, ಮಹಾಭಾರತ –ರವೀಂದ್ರನಾಥ ಠಾಗೋರ್ bbox=[193, 545, 491, 572]
laughing-figure-icon bbox=[445, 243, 501, 290]
dasara-place: ಮೈಸೂರು. ತಾ.14.10.2019 bbox=[406, 1835, 517, 1846]
imprint-footer: Printed by T.S. Gopinath, Published by M. Govinde Gowda on behalf of Academy Newspapers Private Limited, 15-C Industrial 'A' Layout, Bannimantap, Mysore-570 015 and Printed at Academy Newspapers Private Limited, 15-C Industrial 'A' Layout, Bannimantap, Mysore-570 015 and Published at 15-C Industrial 'A' Layout, Bannimantap, Mysore-570 015, Editor: M. Govinde Gowda Ph: 2496520 / 2496521 / 2496526 / 2496527 / 2496528. Fax: 0821-2496525. CITY OFFICES: Visweswaraya Building, III Floor, K.R. CIRCLE, MYSORE-570 001, Ph: 2431774 and No. 114, D. DEVARAJ URS ROAD (Opposite Big Bus), MYSORE-570 001. Ph: 2428695. RNI Reg. No. 36581 / 1980 E-mail address: news@mysurumithra.com For advertisements: ad@mysurumithra.com bbox=[167, 1850, 1454, 1885]
editor-line: ಸಂಪಾದಕ: ಎಂ. ಗೋವಿಂದೇಗೌಡ M.A. bbox=[271, 481, 412, 493]
column-col3: ಒಟ್ಟಿನಲ್ಲಿ ಸ್ವಿಸ್ ಬ್ಯಾಂಕ್ ಮಾಹಿತಿ ಹಂಚಿಕೆ ಒಂದು ಮಹತ್ವದ ಹೆಜ್ಜೆ. ಆದರೆ ಅದರಿಂದಲೇ ಎಲ್ಲ ಸಮಸ್ಯೆ ಬಗೆಹರಿಯುವುದಿಲ್ಲ. ಕಪ್ಪು ಹಣ ಉತ್ಪತ್ತಿಯಾಗುವ ಮೂಲಗಳನ್ನು ನಿಯಂತ್ರಿಸಬೇಕು. ನಗದು ವ್ಯವಹಾರ ಕಡಿಮೆ ಮಾಡಿ ಡಿಜಿಟಲ್ ವಹಿವಾಟು ಹೆಚ್ಚಿಸಬೇಕು. ಚುನಾವಣಾ ವೆಚ್ಚದಲ್ಲಿ ಪಾರದರ್ಶಕತೆ ತರಬೇಕು. ರಾಜಕೀಯ ಪಕ್ಷಗಳಿಗೆ ಬರುವ ದೇಣಿಗೆಯ ಲೆಕ್ಕ ಸ್ಪಷ್ಟವಾಗಿರಬೇಕು. ತೆರಿಗೆ ಕಾನೂನುಗಳನ್ನು ಸರಳೀಕರಿಸಿ ತೆರಿಗೆ ಪಾವತಿಸುವವರ ಸಂಖ್ಯೆ ಹೆಚ್ಚಿಸಬೇಕು. ಸರ್ಕಾರಿ ವ್ಯವಸ್ಥೆಯಲ್ಲಿನ ಭ್ರಷ್ಟಾಚಾರ ತಡೆಗೆ ಕಠಿಣ ಕ್ರಮ ಕೈಗೊಳ್ಳಬೇಕು. ಜನರ ನಂಬಿಕೆ ಗಳಿಸುವ ರೀತಿಯಲ್ಲಿ ತನಿಖೆ ನಡೆಯಬೇಕು. ಕಪ್ಪು ಹಣ ಹೊಂದಿರುವವರು ಎಷ್ಟೇ ಪ್ರಭಾವಿಗಳಾಗಿದ್ದರೂ ಅವರನ್ನು ಕಾನೂನಿನ ಕಟಕಟೆಗೆ ತರಬೇಕು. ಆಗ ಮಾತ್ರ ಕಪ್ಪು ಹಣದ ಬಣ್ಣ ಬೆಳ್ಳಗಾಗುತ್ತದೆ. ಇದೇ ಈಗಿನ ಸಮಯದ ಬೇಡಿಕೆ. ಜನತೆ ಇದನ್ನು ಕಾತರದಿಂದ ನಿರೀಕ್ಷಿಸುತ್ತಿದ್ದಾರೆ. bbox=[837, 690, 1093, 843]
